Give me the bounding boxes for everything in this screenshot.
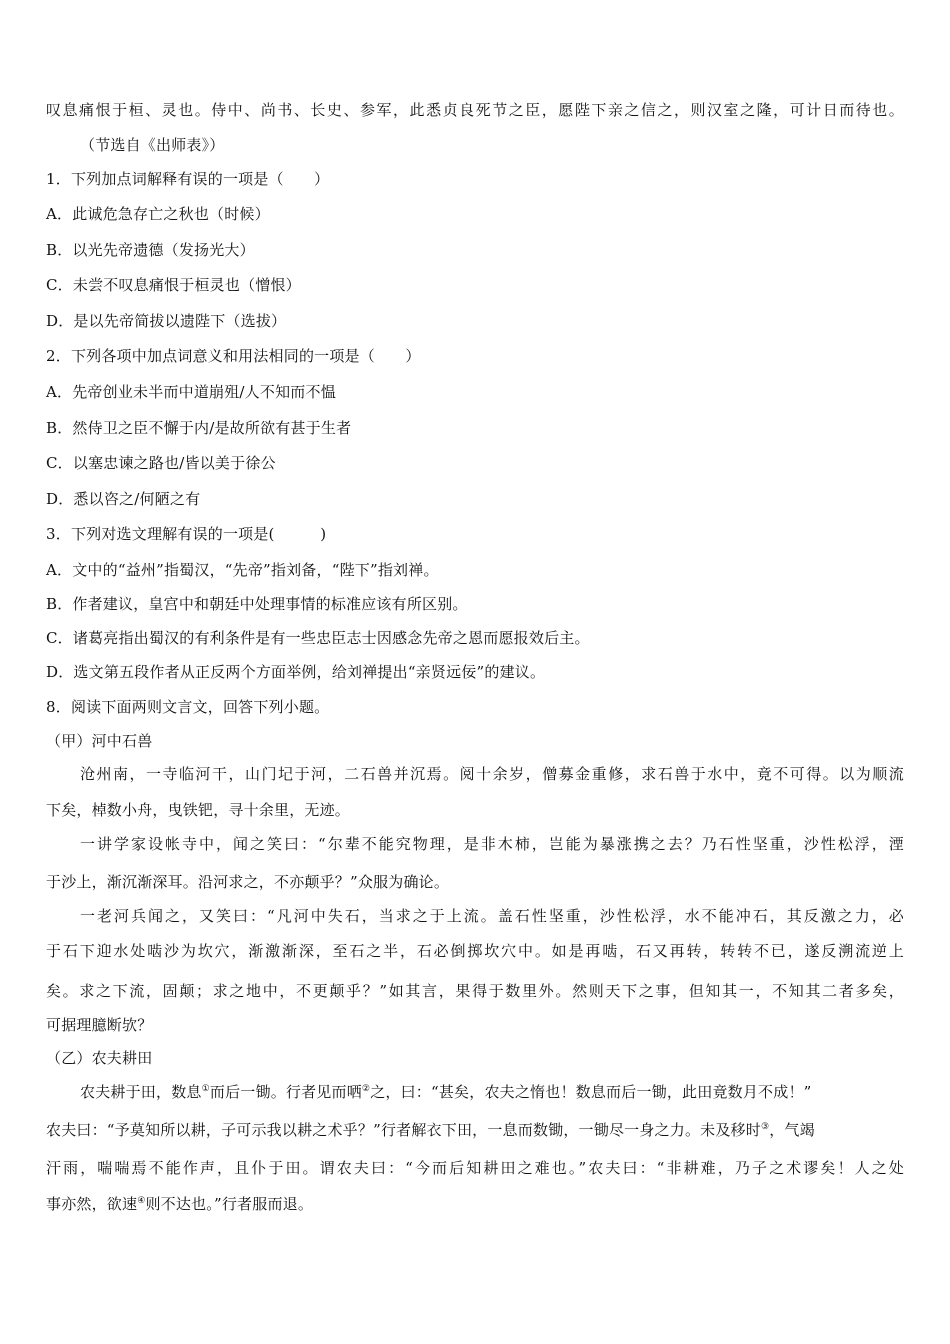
passage-jia-title: （甲）河中石兽 bbox=[46, 732, 153, 750]
q2-option-a: A．先帝创业未半而中道崩殂/人不知而不愠 bbox=[46, 383, 336, 401]
passage-yi-title: （乙）农夫耕田 bbox=[46, 1049, 153, 1067]
intro-line: 叹息痛恨于桓、灵也。侍中、尚书、长史、参军，此悉贞良死节之臣，愿陛下亲之信之，则汉室之隆，可计日而待也。 bbox=[46, 101, 904, 119]
q2-option-d: D．悉以咨之/何陋之有 bbox=[46, 490, 201, 508]
passage-yi-line: 农夫曰：“予莫知所以耕，子可示我以耕之术乎？”行者解衣下田，一息而数锄，一锄尽一身之力。未及移时③，气竭 bbox=[46, 1121, 815, 1139]
q3-option-c: C．诸葛亮指出蜀汉的有利条件是有一些忠臣志士因感念先帝之恩而愿报效后主。 bbox=[46, 629, 590, 647]
footnote-marker: ③ bbox=[760, 1122, 770, 1132]
footnote-marker: ① bbox=[201, 1084, 210, 1094]
passage-jia-line: 一讲学家设帐寺中，闻之笑曰：“尔辈不能究物理，是非木柿，岂能为暴涨携之去？乃石性坚重，沙性松浮，湮 bbox=[80, 835, 904, 853]
q3-stem: 3．下列对选文理解有误的一项是( ) bbox=[46, 525, 327, 543]
passage-jia-line: 于沙上，渐沉渐深耳。沿河求之，不亦颠乎？”众服为确论。 bbox=[46, 873, 450, 891]
q1-option-a: A．此诚危急存亡之秋也（时候） bbox=[46, 205, 270, 223]
passage-jia-line: 于石下迎水处啮沙为坎穴，渐激渐深，至石之半，石必倒掷坎穴中。如是再啮，石又再转，转转不已，遂反溯流逆上 bbox=[46, 942, 904, 960]
q2-option-b: B．然侍卫之臣不懈于内/是故所欲有甚于生者 bbox=[46, 419, 352, 437]
source-note: （节选自《出师表》） bbox=[80, 136, 225, 154]
passage-yi-line: 农夫耕于田，数息①而后一锄。行者见而哂②之，曰：“甚矣，农夫之惰也！数息而后一锄，此田竟数月不成！” bbox=[80, 1083, 812, 1101]
q1-stem: 1．下列加点词解释有误的一项是（ ） bbox=[46, 170, 330, 188]
passage-jia-line: 沧州南，一寺临河干，山门圮于河，二石兽并沉焉。阅十余岁，僧募金重修，求石兽于水中，竟不可得。以为顺流 bbox=[80, 765, 904, 783]
q3-option-d: D．选文第五段作者从正反两个方面举例，给刘禅提出“亲贤远佞”的建议。 bbox=[46, 663, 546, 681]
q1-option-c: C．未尝不叹息痛恨于桓灵也（憎恨） bbox=[46, 276, 301, 294]
footnote-marker: ② bbox=[361, 1084, 371, 1094]
passage-yi-line: 事亦然，欲速④则不达也。”行者服而退。 bbox=[46, 1195, 314, 1213]
passage-yi-line: 汗雨，喘喘焉不能作声，且仆于田。谓农夫曰：“今而后知耕田之难也。”农夫曰：“非耕难，乃子之术谬矣！人之处 bbox=[46, 1159, 904, 1177]
q8-stem: 8．阅读下面两则文言文，回答下列小题。 bbox=[46, 698, 330, 716]
q1-option-b: B．以光先帝遗德（发扬光大） bbox=[46, 241, 255, 259]
passage-jia-line: 矣。求之下流，固颠；求之地中，不更颠乎？”如其言，果得于数里外。然则天下之事，但知其一，不知其二者多矣， bbox=[46, 982, 904, 1000]
passage-jia-line: 一老河兵闻之，又笑曰：“凡河中失石，当求之于上流。盖石性坚重，沙性松浮，水不能冲石，其反激之力，必 bbox=[80, 907, 904, 925]
q2-stem: 2．下列各项中加点词意义和用法相同的一项是（ ） bbox=[46, 347, 421, 365]
passage-jia-line: 下矣，棹数小舟，曳铁钯，寻十余里，无迹。 bbox=[46, 801, 351, 819]
q2-option-c: C．以塞忠谏之路也/皆以美于徐公 bbox=[46, 454, 276, 472]
q1-option-d: D．是以先帝简拔以遗陛下（选拔） bbox=[46, 312, 287, 330]
passage-jia-line: 可据理臆断欤？ bbox=[46, 1016, 153, 1034]
q3-option-b: B．作者建议，皇宫中和朝廷中处理事情的标准应该有所区别。 bbox=[46, 595, 468, 613]
footnote-marker: ④ bbox=[137, 1196, 146, 1206]
q3-option-a: A．文中的“益州”指蜀汉，“先帝”指刘备，“陛下”指刘禅。 bbox=[46, 561, 439, 579]
